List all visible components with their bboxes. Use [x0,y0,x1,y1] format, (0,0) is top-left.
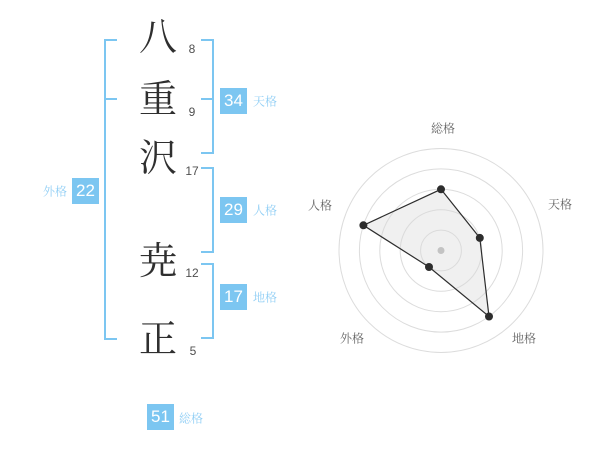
name-character: 尭 [138,241,178,283]
radar-data-point [437,185,445,193]
radar-data-point [425,263,433,271]
jinkaku-value-badge: 29 [220,197,247,223]
stroke-count: 12 [185,266,199,280]
tenkaku-value-badge: 34 [220,88,247,114]
stroke-count: 9 [188,105,196,119]
radar-axis-label-jinkaku: 人格 [307,198,333,213]
radar-axis-label-soukaku: 総格 [430,121,456,136]
radar-axis-label-gaikaku: 外格 [339,331,365,346]
radar-center-dot [438,247,445,254]
stroke-count: 8 [188,42,196,56]
radar-axis-label-chikaku: 地格 [511,331,537,346]
stroke-count: 17 [185,164,199,178]
radar-data-polygon [363,189,489,316]
stroke-count: 5 [189,344,197,358]
name-character: 八 [138,17,178,59]
name-character: 正 [138,319,178,361]
radar-data-point [359,221,367,229]
name-character: 沢 [138,138,178,180]
gaikaku-value-badge: 22 [72,178,99,204]
tenkaku-label: 天格 [253,94,278,109]
radar-data-point [476,234,484,242]
soukaku-label: 総格 [179,411,204,426]
radar-data-point [485,313,493,321]
chikaku-label: 地格 [253,290,278,305]
name-character: 重 [138,79,178,121]
radar-axis-label-tenkaku: 天格 [547,197,573,212]
jinkaku-label: 人格 [253,203,278,218]
chikaku-value-badge: 17 [220,284,247,310]
gaikaku-label: 外格 [42,184,67,199]
soukaku-value-badge: 51 [147,404,174,430]
